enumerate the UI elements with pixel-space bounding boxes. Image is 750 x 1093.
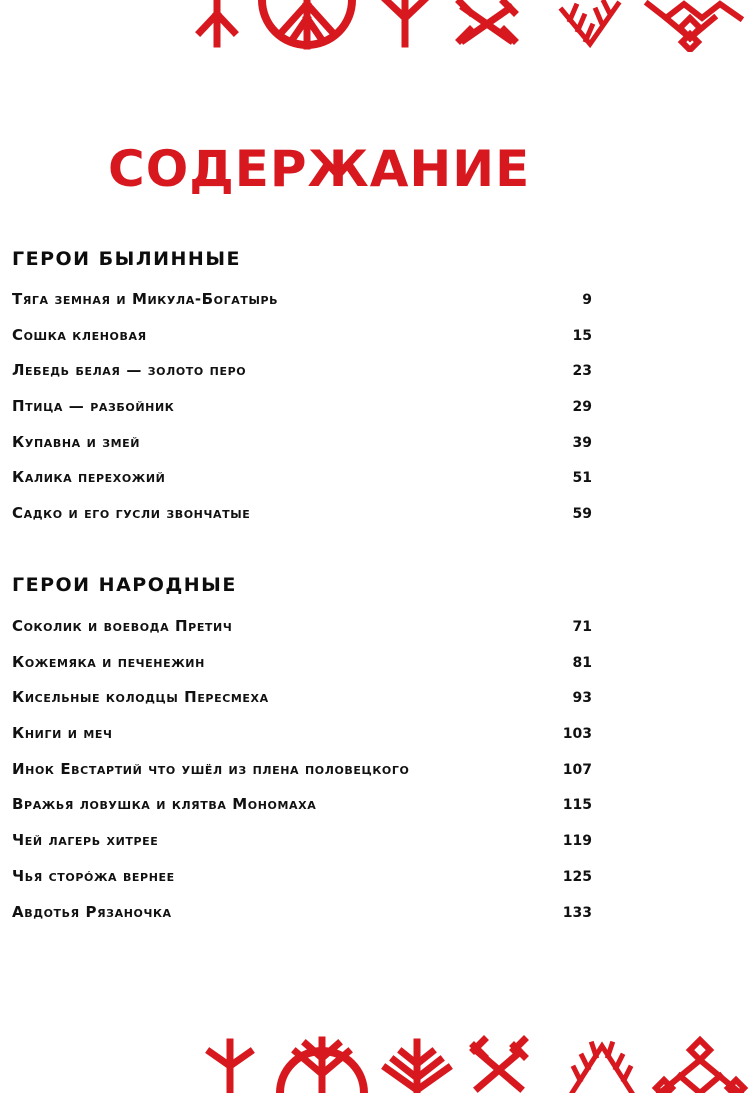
toc-item[interactable] bbox=[12, 616, 592, 652]
toc-item-page: 29 bbox=[572, 399, 592, 416]
toc-item-page: 125 bbox=[562, 868, 592, 885]
fork-rune-icon bbox=[210, 1042, 250, 1093]
toc-item-page: 133 bbox=[562, 904, 592, 921]
toc-item-page: 107 bbox=[562, 761, 592, 778]
toc-item[interactable] bbox=[12, 325, 592, 361]
toc-item-label: Сошка кленовая bbox=[12, 325, 147, 344]
toc-item[interactable] bbox=[12, 723, 592, 759]
toc-item[interactable] bbox=[12, 360, 592, 396]
toc-item-page: 51 bbox=[572, 470, 592, 487]
toc-item-label: Кисельные колодцы Пересмеха bbox=[12, 688, 269, 707]
toc-item[interactable] bbox=[12, 794, 592, 830]
diamond-lattice-icon bbox=[656, 1040, 744, 1093]
toc-item[interactable] bbox=[12, 503, 592, 539]
bottom-ornament-band bbox=[0, 1030, 750, 1093]
toc-item-label: Птица — разбойник bbox=[12, 397, 175, 416]
toc-item[interactable] bbox=[12, 830, 592, 866]
toc-item-page: 81 bbox=[572, 654, 592, 671]
toc-item[interactable] bbox=[12, 652, 592, 688]
toc-item[interactable] bbox=[12, 467, 592, 503]
toc-item-label: Инок Евстартий что ушёл из плена половецкого bbox=[12, 759, 410, 778]
section-title: ГЕРОИ НАРОДНЫЕ bbox=[12, 574, 237, 596]
section-heroes-epic bbox=[12, 247, 592, 539]
toc-item-label: Книги и меч bbox=[12, 724, 113, 743]
section-title: ГЕРОИ БЫЛИННЫЕ bbox=[12, 248, 241, 270]
cross-knot-icon bbox=[474, 1040, 524, 1088]
page-title: СОДЕРЖАНИЕ bbox=[108, 140, 531, 198]
toc-item-page: 119 bbox=[562, 833, 592, 850]
toc-item[interactable] bbox=[12, 396, 592, 432]
toc-item-label: Кожемяка и печенежин bbox=[12, 652, 205, 671]
toc-item-page: 115 bbox=[562, 797, 592, 814]
toc-item-page: 39 bbox=[572, 434, 592, 451]
toc-item[interactable] bbox=[12, 759, 592, 795]
tree-rune-icon bbox=[200, 0, 234, 44]
toc-item-page: 103 bbox=[562, 726, 592, 743]
toc-item-label: Авдотья Рязаночка bbox=[12, 902, 172, 921]
toc-item-label: Лебедь белая — золото перо bbox=[12, 361, 247, 380]
branch-chevron-icon bbox=[562, 2, 618, 44]
toc-item[interactable] bbox=[12, 902, 592, 938]
toc-item-label: Вражья ловушка и клятва Мономаха bbox=[12, 795, 317, 814]
toc-item-label: Купавна и змей bbox=[12, 432, 141, 451]
cross-knot-icon bbox=[460, 2, 514, 40]
toc-item-label: Тяга земная и Микула-Богатырь bbox=[12, 290, 279, 308]
circle-rune-icon bbox=[262, 0, 352, 46]
branch-tree-icon bbox=[386, 1042, 448, 1093]
toc-item-page: 59 bbox=[572, 506, 592, 523]
top-ornament-band bbox=[0, 0, 750, 52]
toc-item[interactable] bbox=[12, 687, 592, 723]
toc-item-page: 9 bbox=[582, 292, 592, 308]
toc-item-label: Калика перехожий bbox=[12, 468, 166, 487]
toc-item-label: Чья сторóжа вернее bbox=[12, 866, 175, 885]
toc-item[interactable] bbox=[12, 866, 592, 902]
circle-tree-icon bbox=[280, 1040, 364, 1093]
toc-item-label: Садко и его гусли звончатые bbox=[12, 504, 251, 523]
section-heroes-folk bbox=[12, 573, 592, 937]
toc-item-label: Чей лагерь хитрее bbox=[12, 831, 159, 850]
toc-item-label: Соколик и воевода Претич bbox=[12, 617, 233, 635]
toc-item-page: 71 bbox=[572, 619, 592, 635]
branch-chevron-icon bbox=[572, 1044, 632, 1093]
fork-rune-icon bbox=[386, 0, 424, 44]
toc-item-page: 15 bbox=[572, 327, 592, 344]
toc-item[interactable] bbox=[12, 289, 592, 325]
diamond-lattice-icon bbox=[648, 4, 740, 50]
toc-item-page: 93 bbox=[572, 690, 592, 707]
toc-item-page: 23 bbox=[572, 363, 592, 380]
toc-item[interactable] bbox=[12, 432, 592, 468]
